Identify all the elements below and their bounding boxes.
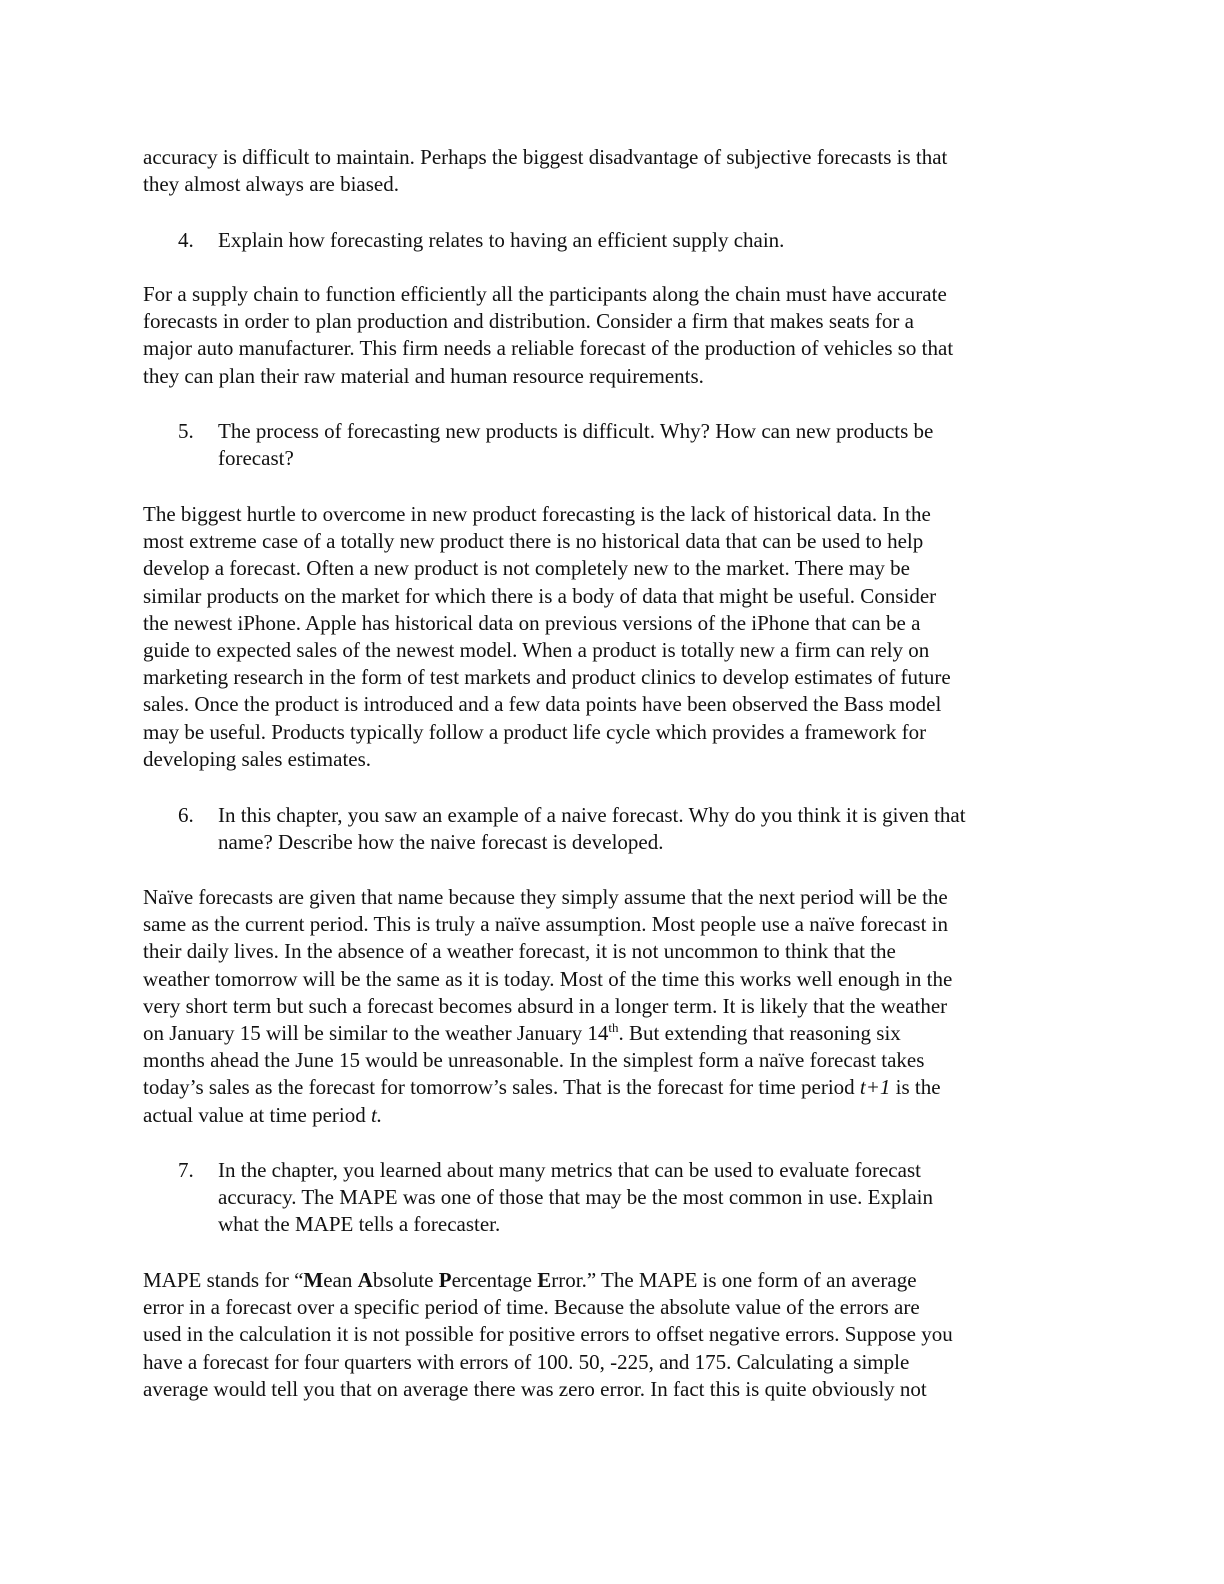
text-line: For a supply chain to function efficiently all the participants along the chain must have accurate (143, 282, 947, 306)
question-number: 7. (178, 1158, 194, 1182)
text-line: what the MAPE tells a forecaster. (218, 1212, 501, 1237)
text-segment: is the (890, 1075, 941, 1100)
text-segment: t. (371, 1102, 383, 1127)
text-line: error in a forecast over a specific period of time. Because the absolute value of the errors are (143, 1295, 920, 1320)
text-line: accuracy. The MAPE was one of those that may be the most common in use. Explain (218, 1185, 933, 1210)
text-segment: on January 15 will be similar to the weather January 14 (143, 1021, 609, 1046)
text-line (143, 1102, 1103, 1129)
text-line: Explain how forecasting relates to having an efficient supply chain. (218, 228, 785, 252)
question-number: 5. (178, 419, 194, 443)
question-text (218, 418, 933, 472)
text-line: develop a forecast. Often a new product is not completely new to the market. There may be (143, 556, 911, 581)
text-line (143, 1074, 1103, 1101)
text-segment: t+1 (859, 1075, 891, 1100)
text-segment: MAPE stands for “ (143, 1268, 304, 1292)
text-line: The process of forecasting new products is difficult. Why? How can new products be (218, 419, 934, 443)
text-line: they can plan their raw material and human resource requirements. (143, 363, 704, 388)
text-line: accuracy is difficult to maintain. Perhaps the biggest disadvantage of subjective forecasts is that (143, 145, 948, 169)
question-number: 4. (178, 228, 194, 252)
text-segment: M (303, 1268, 324, 1292)
text-line: the newest iPhone. Apple has historical data on previous versions of the iPhone that can be a (143, 610, 921, 635)
text-line: similar products on the market for which there is a body of data that might be useful. Consider (143, 583, 937, 608)
answer-paragraph (143, 884, 1103, 1129)
text-line: may be useful. Products typically follow a product life cycle which provides a framework for (143, 719, 927, 744)
text-segment: actual value at time period (143, 1102, 371, 1127)
text-line: used in the calculation it is not possible for positive errors to offset negative errors. Suppose you (143, 1322, 953, 1347)
answer-paragraph (143, 144, 1103, 198)
text-line (143, 1020, 1103, 1047)
text-line: average would tell you that on average there was zero error. In fact this is quite obviously not (143, 1376, 927, 1401)
text-line: months ahead the June 15 would be unreasonable. In the simplest form a naïve forecast takes (143, 1048, 925, 1073)
text-segment: ercentage (451, 1268, 538, 1292)
text-line: Naïve forecasts are given that name because they simply assume that the next period will be the (143, 885, 948, 909)
text-segment: today’s sales as the forecast for tomorrow’s sales. That is the forecast for time period (143, 1075, 860, 1100)
question-number: 6. (178, 803, 194, 827)
text-line: they almost always are biased. (143, 172, 399, 197)
text-line: developing sales estimates. (143, 746, 372, 771)
answer-paragraph (143, 281, 1103, 390)
text-line: marketing research in the form of test markets and product clinics to develop estimates of future (143, 665, 951, 690)
text-line: same as the current period. This is truly a naïve assumption. Most people use a naïve forecast in (143, 912, 948, 937)
text-line: guide to expected sales of the newest model. When a product is totally new a firm can rely on (143, 638, 930, 663)
text-line: name? Describe how the naive forecast is developed. (218, 830, 664, 855)
text-segment: P (438, 1268, 452, 1292)
answer-paragraph (143, 501, 1103, 773)
text-line: major auto manufacturer. This firm needs a reliable forecast of the production of vehicles so that (143, 336, 954, 361)
text-segment: E (537, 1268, 552, 1292)
text-line: In the chapter, you learned about many metrics that can be used to evaluate forecast (218, 1158, 921, 1182)
text-segment: . But extending that reasoning six (618, 1021, 901, 1046)
text-line: have a forecast for four quarters with errors of 100. 50, -225, and 175. Calculating a simple (143, 1349, 910, 1374)
text-segment: th (608, 1020, 619, 1036)
answer-paragraph (143, 1267, 1103, 1403)
text-line: forecasts in order to plan production and distribution. Consider a firm that makes seats for a (143, 309, 914, 334)
text-line: The biggest hurtle to overcome in new product forecasting is the lack of historical data. In the (143, 502, 931, 526)
text-segment: bsolute (372, 1268, 439, 1292)
text-segment: A (357, 1268, 373, 1292)
text-line: In this chapter, you saw an example of a naive forecast. Why do you think it is given that (218, 803, 966, 827)
text-line: sales. Once the product is introduced and a few data points have been observed the Bass model (143, 692, 942, 717)
text-segment: ean (323, 1268, 358, 1292)
question-text (218, 802, 966, 856)
text-line: very short term but such a forecast becomes absurd in a longer term. It is likely that the weather (143, 993, 948, 1018)
question-text (218, 1157, 933, 1239)
text-line: forecast? (218, 446, 294, 471)
text-line: weather tomorrow will be the same as it is today. Most of the time this works well enough in the (143, 966, 953, 991)
text-line (143, 1267, 1103, 1294)
text-segment: rror.” The MAPE is one form of an average (551, 1268, 917, 1292)
text-line: their daily lives. In the absence of a weather forecast, it is not uncommon to think that the (143, 939, 896, 964)
text-line: most extreme case of a totally new product there is no historical data that can be used to help (143, 529, 924, 554)
question-text (218, 227, 784, 254)
